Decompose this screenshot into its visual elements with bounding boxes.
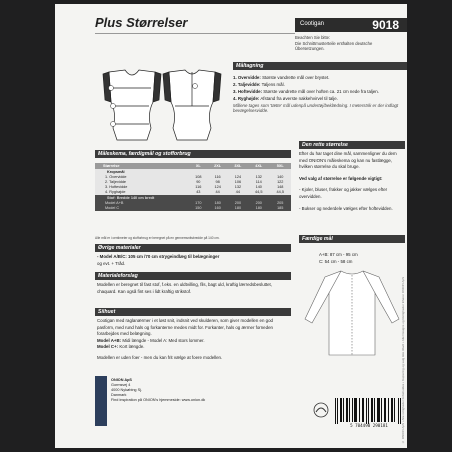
barcode-icon (333, 398, 405, 424)
section-maltagning: Måltagning (233, 62, 407, 70)
finished-length-ab: A+B: 87 cm - 95 cm (319, 252, 358, 257)
silhuet-text: Cootigan med raglanærmer i et løst snit, indsnit ved skulderen, som giver modellen en god pasform, med rund hals og forkanterne medes midt for. Forkanter, hals og ærmer forneden forarbejdes med belægning. Model A+B: Midi længde - Model A: Med stors lommer. Model C+: Kort længde. Modellen er uden foer - men du kan frit vælge at foere modellen. (97, 318, 273, 360)
notice-line-1: Die Schnittmusterteile enthalten deutsche (295, 40, 373, 46)
pattern-number: 9018 (372, 18, 399, 32)
measure-note: Målene tages som 'tætte' mål udenpå undertøj/beklædning. I meterstrik er der indlagt bevægelsesvidde. (233, 103, 399, 113)
measure-item: 4. Ryghøjde: Afstand fra øverste nakkehvirvel til talje. (233, 96, 338, 101)
notice-title: Beachten Sie bitte: (295, 35, 331, 40)
nordic-ecolabel-icon (313, 402, 329, 418)
title-divider (95, 33, 295, 34)
pattern-envelope (55, 4, 407, 448)
section-den-rette: Den rette størrelse (299, 141, 405, 149)
section-silhuet: Silhuet (95, 308, 291, 316)
table-note: Alle mål er i centimeter og stofforbrug er beregnet på en gennemsnitsbredde på 140 cm. (95, 236, 220, 240)
side-copyright-text: © ONION ApS • Alle rettigheder forbeholdes • Kopiering og salg ikke tilladt • Alle Designs og Rettigheder tilhører ONION ApS (401, 276, 405, 444)
rette-text: Efter du har taget dine mål, sammenligner du dem med ONION's måleskema og kan nu fastlægge, hvilken størrelse du skal bruge. Ved valg af størrelse er følgende vigtigt: - Kjoler, bluser, frakker og jakker vælges efter overvidden. - Bukser og nederdele vælges efter hoftevidden. (299, 151, 397, 211)
notice-line-2: Übersetzungen. (295, 46, 325, 51)
pattern-code-bar (295, 18, 407, 32)
table-row: 4. Ryghøjde 43 44 44 44,5 44,5 (95, 190, 291, 195)
table-row: 1. Overvidde 108 116 124 132 140 (95, 174, 291, 179)
onion-brand-block (95, 376, 107, 426)
body-measure-figures (95, 66, 225, 146)
measure-item: 2. Taljevidde: Taljens mål. (233, 82, 285, 87)
table-row: 3. Hoftevidde 116 124 132 140 148 (95, 185, 291, 190)
measure-instructions (233, 74, 399, 113)
size-table-header: Størrelse XL 2XL 3XL 4XL 5XL (95, 163, 291, 169)
ovrige-text: - Model A/B/C: 105 cm /70 cm strygeindlæg til belægninger og evt. + Tråd. (97, 254, 220, 266)
table-row: 2. Taljevidde 90 98 106 114 122 (95, 179, 291, 184)
barcode-number: 5 704490 290181 (350, 423, 388, 428)
size-table (95, 163, 291, 211)
section-maleskema: Måleskema, færdigmål og stofforbrug (95, 150, 291, 158)
garment-sketch (299, 245, 405, 367)
materiale-text: Modellen er beregnet til fast stof, f.eks. en uldtvilling, fils, bagt uld, kraftig lærredsbesluttet, chaquard. Kan også fint ses i lidt kraftig strikstof. (97, 282, 272, 294)
table-row: Model C 150 160 180 180 185 (95, 205, 291, 210)
measure-item: 1. Overvidde: Største vandrette mål over brystet. (233, 75, 330, 80)
table-row: Kropsmål (95, 169, 291, 174)
section-ovrige: Øvrige materialer (95, 244, 291, 252)
table-row: Stof: Bredde 140 cm bredt (95, 195, 291, 200)
table-row: Model A+B 170 180 200 200 205 (95, 200, 291, 205)
section-faerdige: Færdige mål (299, 235, 405, 243)
measure-item: 3. Hoftevidde: Største vandrette mål over hoften ca. 21 cm nede fra taljen. (233, 89, 379, 94)
company-address: ONION ApS Gormsvej 4 4000 Nykøbing Sj. Danmark Find inspiration på ONION's hjemmeside: www.onion.dk (111, 378, 206, 402)
finished-length-c: C: 54 cm - 58 cm (319, 259, 353, 264)
pattern-subtitle: Cootigan (300, 21, 325, 27)
german-notice (295, 35, 405, 52)
page-title: Plus Størrelser (95, 15, 188, 30)
section-materiale: Materialeforslag (95, 272, 291, 280)
